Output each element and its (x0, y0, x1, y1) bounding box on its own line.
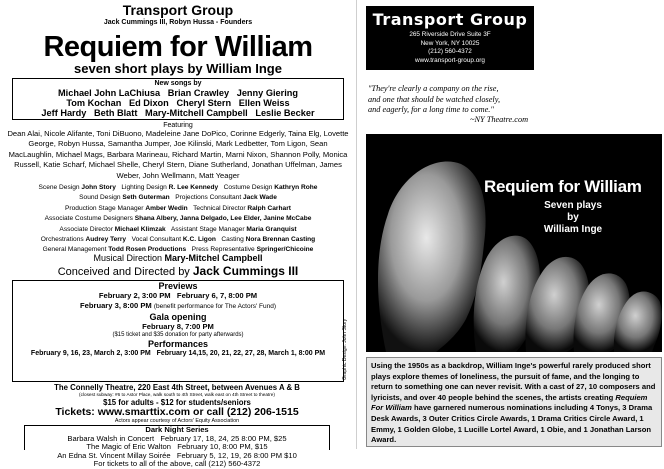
venue: The Connelly Theatre, 220 East 4th Street, between Avenues A & B (54, 383, 300, 392)
previews-heading: Previews (158, 281, 198, 291)
songs-header: New songs by (154, 80, 202, 87)
performances-dates: February 9, 16, 23, March 2, 3:00 PM February 14,15, 20, 21, 22, 27, 28, March 1, 8:00 PM (30, 350, 326, 357)
ticket-info: Tickets: www.smarttix.com or call (212) 206-1515 (55, 406, 299, 418)
songs-row: Jeff Hardy Beth Blatt Mary-Mitchell Campbell Leslie Becker (41, 108, 315, 118)
venue-note: (closest subway: #6 to Astor Place, walk south to 4th Street, walk east on 4th Street to theatre) (79, 392, 275, 397)
credit-value: Shana Albery, Janna Delgado, Lee Elder, Janine McCabe (134, 215, 312, 223)
credit-value: K.C. Ligon (182, 236, 216, 244)
dark-night-phone: For tickets to all of the above, call (212) 560-4372 (93, 459, 261, 468)
quote-source: ~NY Theatre.com (470, 115, 529, 124)
credit-value: John Story (81, 184, 116, 191)
equity-courtesy: Actors appear courtesy of Actors' Equity Association (114, 418, 240, 424)
credit-label: Vocal Consultant (131, 236, 182, 244)
description-text: Using the 1950s as a backdrop, William Inge's powerful rarely produced short plays explore themes of loneliness, the pursuit of fame, and the longing to return to something one can never revisit. With a cast of 27, 10 composers and lyricists, and over 40 people behind the scenes, the artists creating (371, 361, 656, 402)
quote-line: and eagerly, for a long time to come." (368, 105, 494, 114)
credit-value: Jack Wade (243, 194, 277, 202)
credit-value: Nora Brennan Casting (245, 236, 316, 244)
credit-line (6, 235, 350, 245)
logo-name: Transport Group (372, 10, 528, 29)
cast-list: Dean Alai, Nicole Alifante, Toni DiBuono, Madeleine Jane DoPico, Corinne Edgerly, Taina Elg, Lovette George, Robyn Hussa, Samantha Jumper, Joe Kilinski, Mark Ledbetter, Tom Ligon, Sean MacLaughlin, Michael Mags, Barbara Marineau, Richard Martin, Marni Nixon, Shannon Polly, Monica Russell, Katie Scharf, Michael Shelle, Cheryl Stern, Diane Sutherland, Jonathan Uffelman, James Weber, John Wellmann, Matt Yeager (7, 129, 349, 180)
previews-dates: February 2, 3:00 PM February 6, 7, 8:00 PM (98, 291, 258, 300)
credit-value: Kathryn Rohe (274, 184, 318, 191)
press-quote (368, 84, 598, 116)
credit-label: Press Representative (191, 246, 255, 254)
poster-photo (366, 134, 662, 352)
musical-direction (0, 253, 356, 263)
quote-line: "They're clearly a company on the rise, (368, 84, 499, 93)
credit-label: Technical Director (193, 204, 246, 212)
credit-label: Sound Design (79, 194, 121, 202)
credit-label: Projections Consultant (175, 194, 242, 202)
musical-director: Mary-Mitchel Campbell (164, 253, 263, 263)
credit-line (6, 214, 350, 224)
credit-label: Associate Costume Designers (44, 215, 133, 223)
photo-subtitle (484, 200, 662, 236)
credit-value: Seth Guterman (122, 194, 170, 202)
credit-value: Maria Granquist (246, 225, 297, 233)
credit-line (6, 204, 350, 214)
face-1 (378, 161, 486, 352)
credit-value: R. Lee Kennedy (168, 184, 219, 191)
page-title: Requiem for William (43, 31, 313, 63)
credit-line (6, 183, 350, 193)
credit-value: Ralph Carhart (247, 204, 291, 212)
credit-value: Amber Wedin (145, 204, 188, 212)
director: Jack Cummings III (192, 264, 299, 278)
center-divider (356, 0, 357, 449)
credit-label: Associate Director (59, 225, 113, 233)
description-text: have garnered numerous nominations including 4 Tonys, 3 Drama Desk Awards, 3 Outer Critics Circle Awards, 1 Drama Critics Circle Award, 1 Emmy, 1 Golden Globe, 1 Lucille Lortel Award, 1 Obie, and 1 Jonathan Larson Award. (371, 403, 653, 445)
credit-label: Orchestrations (40, 236, 84, 244)
songs-row: Tom Kochan Ed Dixon Cheryl Stern Ellen Weiss (66, 98, 290, 108)
credit-label: Casting (221, 236, 244, 244)
conceived-directed (0, 264, 356, 278)
credit-value: Springer/Chicoine (256, 246, 314, 254)
gala-heading: Gala opening (149, 312, 207, 322)
photo-title: Requiem for William (484, 177, 642, 196)
credit-value: Audrey Terry (85, 236, 127, 244)
description-box (366, 357, 662, 447)
schedule-box (12, 280, 344, 382)
page-subtitle: seven short plays by William Inge (74, 61, 282, 76)
address-line: 265 Riverside Drive Suite 3F (409, 31, 491, 38)
photo-subtitle-line: by (567, 212, 579, 223)
featuring-label: Featuring (163, 122, 193, 129)
photo-subtitle-line: William Inge (543, 224, 603, 235)
performances-heading: Performances (147, 339, 209, 349)
credit-label: Assistant Stage Manager (170, 225, 245, 233)
credit-label: General Management (42, 246, 107, 254)
credit-value: Todd Rosen Productions (108, 246, 187, 254)
gala-date: February 8, 7:00 PM (142, 322, 214, 331)
credit-label: Scene Design (38, 184, 80, 191)
benefit-date: February 3, 8:00 PM (79, 301, 152, 310)
credit-value: Michael Klimzak (114, 225, 166, 233)
dark-night-box (24, 425, 330, 468)
quote-line: and one that should be watched closely, (368, 94, 501, 104)
gala-note: ($15 ticket and $35 donation for party afterwards) (112, 332, 244, 338)
credit-line (6, 225, 350, 235)
benefit-note: (benefit performance for The Actors' Fund) (153, 303, 277, 310)
org-name: Transport Group (122, 2, 234, 18)
credit-line (6, 193, 350, 203)
dark-night-event: The Magic of Eric Walton February 10, 8:00 PM, $15 (86, 442, 268, 451)
address-line: New York, NY 10025 (420, 39, 480, 47)
previews-benefit (13, 301, 343, 312)
credit-label: Lighting Design (121, 184, 167, 191)
musical-direction-label: Musical Direction (93, 253, 162, 263)
ticket-prices: $15 for adults - $12 for students/seniors (103, 398, 251, 407)
phone-line: (212) 560-4372 (428, 48, 472, 56)
dark-night-event: Barbara Walsh in Concert February 17, 18, 24, 25 8:00 PM, $25 (67, 433, 287, 443)
dark-night-heading: Dark Night Series (145, 425, 209, 434)
graphic-design-credit: Graphic Design: John Story (342, 318, 348, 380)
transport-group-logo (366, 6, 534, 70)
logo-address (366, 31, 534, 65)
website-line: www.transport-group.org (415, 56, 485, 64)
conceived-label: Conceived and Directed by (57, 266, 190, 278)
production-credits (6, 183, 350, 256)
credit-label: Costume Design (223, 184, 273, 191)
photo-subtitle-line: Seven plays (544, 200, 602, 211)
faces-illustration (366, 134, 662, 352)
dark-night-event: An Edna St. Vincent Millay Soirée February 5, 12, 19, 26 8:00 PM $10 (57, 450, 297, 460)
founders-line: Jack Cummings III, Robyn Hussa - Founders (103, 19, 253, 26)
songs-box (12, 78, 344, 120)
description-title: Requiem For William (371, 392, 648, 413)
credit-label: Production Stage Manager (65, 204, 144, 212)
songs-row: Michael John LaChiusa Brian Crawley Jenny Giering (58, 88, 298, 98)
